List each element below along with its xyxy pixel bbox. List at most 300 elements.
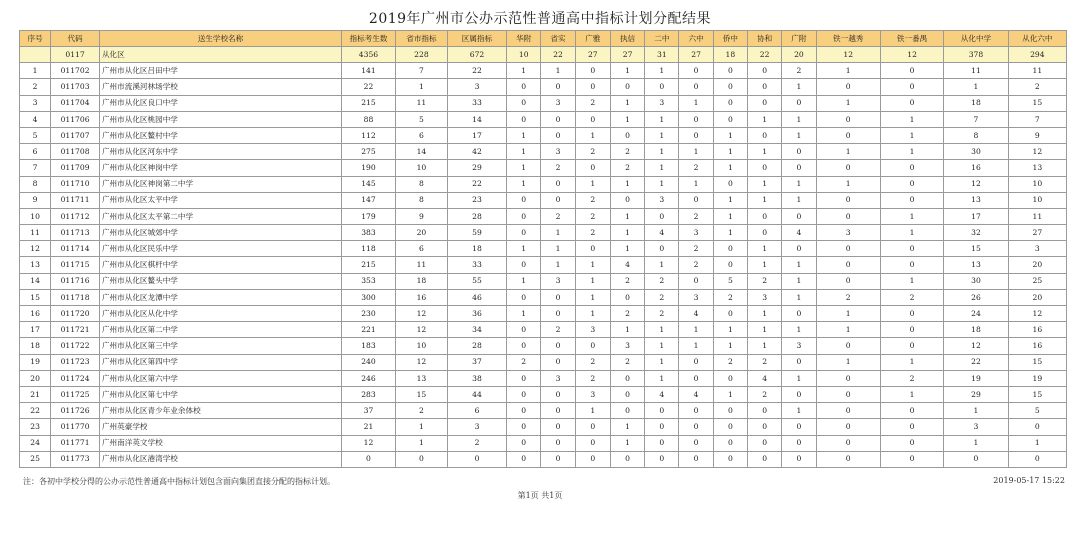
table-cell: 1 — [645, 111, 679, 127]
table-cell: 1 — [782, 289, 816, 305]
table-cell: 246 — [341, 370, 395, 386]
summary-cell: 22 — [748, 47, 782, 63]
table-cell: 0 — [713, 435, 747, 451]
table-cell: 13 — [20, 257, 51, 273]
table-cell: 8 — [395, 176, 447, 192]
table-cell: 1 — [944, 435, 1008, 451]
table-cell: 0 — [816, 435, 880, 451]
table-cell: 2 — [507, 354, 541, 370]
school-name-cell: 广州市从化区第三中学 — [99, 338, 341, 354]
table-cell: 3 — [541, 144, 575, 160]
table-cell: 2 — [782, 63, 816, 79]
table-cell: 18 — [395, 273, 447, 289]
summary-cell: 10 — [507, 47, 541, 63]
table-cell: 0 — [541, 192, 575, 208]
table-cell: 8 — [944, 127, 1008, 143]
table-cell: 0 — [541, 403, 575, 419]
table-cell: 0 — [782, 354, 816, 370]
table-cell: 1 — [748, 144, 782, 160]
table-cell: 4 — [610, 257, 644, 273]
school-name-cell: 广州市从化区鳌村中学 — [99, 127, 341, 143]
school-name-cell: 广州市从化区龙潭中学 — [99, 289, 341, 305]
page-title: 2019年广州市公办示范性普通高中指标计划分配结果 — [368, 11, 712, 27]
table-cell: 0 — [507, 289, 541, 305]
table-cell: 0 — [748, 160, 782, 176]
table-cell: 0 — [816, 370, 880, 386]
table-cell: 1 — [507, 144, 541, 160]
table-cell: 011724 — [51, 370, 100, 386]
column-header: 侨中 — [713, 31, 747, 47]
table-cell: 0 — [447, 451, 506, 467]
table-cell: 1 — [645, 127, 679, 143]
table-cell: 0 — [679, 127, 713, 143]
table-cell: 1 — [541, 63, 575, 79]
summary-cell: 378 — [944, 47, 1008, 63]
table-cell: 3 — [541, 273, 575, 289]
table-cell: 0 — [507, 111, 541, 127]
table-cell: 16 — [944, 160, 1008, 176]
table-cell: 1 — [816, 176, 880, 192]
table-cell: 230 — [341, 306, 395, 322]
table-cell: 10 — [395, 338, 447, 354]
table-row — [20, 192, 1067, 208]
table-cell: 0 — [713, 241, 747, 257]
table-cell: 0 — [816, 192, 880, 208]
table-cell: 011713 — [51, 225, 100, 241]
table-cell: 0 — [816, 208, 880, 224]
table-cell: 7 — [1008, 111, 1066, 127]
table-row — [20, 338, 1067, 354]
table-cell: 15 — [20, 289, 51, 305]
table-cell: 0 — [507, 192, 541, 208]
table-cell: 1 — [782, 403, 816, 419]
school-name-cell: 广州市从化区神岗中学 — [99, 160, 341, 176]
table-cell: 1 — [541, 241, 575, 257]
table-cell: 011706 — [51, 111, 100, 127]
table-cell: 0 — [575, 435, 610, 451]
table-cell: 10 — [20, 208, 51, 224]
table-cell: 2 — [541, 208, 575, 224]
table-cell: 1 — [713, 127, 747, 143]
table-cell: 0 — [748, 435, 782, 451]
table-cell: 6 — [20, 144, 51, 160]
table-cell: 183 — [341, 338, 395, 354]
school-name-cell: 广州市从化区第二中学 — [99, 322, 341, 338]
table-cell: 11 — [1008, 63, 1066, 79]
table-cell: 2 — [575, 192, 610, 208]
table-cell: 353 — [341, 273, 395, 289]
print-timestamp: 2019-05-17 15:22 — [993, 476, 1065, 485]
table-cell: 383 — [341, 225, 395, 241]
school-name-cell: 广州市从化区桃园中学 — [99, 111, 341, 127]
table-cell: 12 — [944, 176, 1008, 192]
table-cell: 7 — [20, 160, 51, 176]
table-cell: 0 — [575, 160, 610, 176]
table-cell: 011771 — [51, 435, 100, 451]
table-cell: 0 — [541, 289, 575, 305]
table-cell: 300 — [341, 289, 395, 305]
table-cell: 22 — [447, 176, 506, 192]
table-cell: 0 — [713, 451, 747, 467]
table-cell: 0 — [575, 63, 610, 79]
table-cell: 011722 — [51, 338, 100, 354]
table-cell: 20 — [1008, 257, 1066, 273]
table-cell: 011707 — [51, 127, 100, 143]
table-cell: 22 — [944, 354, 1008, 370]
table-cell: 1 — [610, 95, 644, 111]
table-cell: 17 — [944, 208, 1008, 224]
table-cell: 0 — [713, 306, 747, 322]
table-cell: 0 — [507, 225, 541, 241]
table-cell: 3 — [645, 95, 679, 111]
table-row — [20, 79, 1067, 95]
table-cell: 011716 — [51, 273, 100, 289]
table-cell: 2 — [610, 273, 644, 289]
table-cell: 1 — [816, 306, 880, 322]
table-cell: 8 — [20, 176, 51, 192]
table-cell: 22 — [20, 403, 51, 419]
table-cell: 0 — [610, 451, 644, 467]
table-cell: 1 — [679, 144, 713, 160]
table-cell: 011718 — [51, 289, 100, 305]
summary-cell: 294 — [1008, 47, 1066, 63]
table-cell: 2 — [575, 354, 610, 370]
table-cell: 15 — [1008, 95, 1066, 111]
school-name-cell: 广州市从化区神岗第二中学 — [99, 176, 341, 192]
table-cell: 1 — [782, 257, 816, 273]
table-cell: 0 — [679, 79, 713, 95]
summary-cell: 27 — [575, 47, 610, 63]
table-cell: 13 — [1008, 160, 1066, 176]
table-cell: 1 — [645, 176, 679, 192]
table-cell: 0 — [507, 403, 541, 419]
table-cell: 16 — [20, 306, 51, 322]
table-cell: 0 — [507, 338, 541, 354]
table-cell: 37 — [447, 354, 506, 370]
table-cell: 18 — [944, 322, 1008, 338]
table-cell: 1 — [713, 160, 747, 176]
school-name-cell: 广州市从化区民乐中学 — [99, 241, 341, 257]
table-cell: 44 — [447, 386, 506, 402]
table-cell: 0 — [880, 192, 943, 208]
column-header: 六中 — [679, 31, 713, 47]
table-cell: 5 — [713, 273, 747, 289]
table-row — [20, 403, 1067, 419]
table-cell: 55 — [447, 273, 506, 289]
table-cell: 18 — [447, 241, 506, 257]
column-header: 广附 — [782, 31, 816, 47]
table-cell: 0 — [748, 79, 782, 95]
table-cell: 12 — [1008, 144, 1066, 160]
table-cell: 1 — [645, 160, 679, 176]
table-cell: 1 — [541, 225, 575, 241]
summary-cell: 从化区 — [99, 47, 341, 63]
table-cell: 4 — [679, 386, 713, 402]
table-cell: 4 — [679, 306, 713, 322]
table-cell: 1 — [713, 386, 747, 402]
table-cell: 011715 — [51, 257, 100, 273]
table-row — [20, 225, 1067, 241]
table-cell: 0 — [944, 451, 1008, 467]
table-cell: 17 — [20, 322, 51, 338]
table-cell: 18 — [944, 95, 1008, 111]
table-cell: 0 — [782, 435, 816, 451]
column-header: 省市指标 — [395, 31, 447, 47]
table-cell: 1 — [395, 435, 447, 451]
table-cell: 0 — [782, 95, 816, 111]
column-header: 代码 — [51, 31, 100, 47]
table-cell: 0 — [782, 241, 816, 257]
table-cell: 0 — [507, 451, 541, 467]
school-name-cell: 广州南洋英文学校 — [99, 435, 341, 451]
table-cell: 1 — [610, 322, 644, 338]
table-cell: 27 — [1008, 225, 1066, 241]
table-cell: 7 — [395, 63, 447, 79]
table-cell: 46 — [447, 289, 506, 305]
table-cell: 011723 — [51, 354, 100, 370]
table-cell: 0 — [541, 111, 575, 127]
table-cell: 0 — [880, 435, 943, 451]
table-cell: 42 — [447, 144, 506, 160]
table-cell: 0 — [679, 192, 713, 208]
table-cell: 0 — [880, 419, 943, 435]
table-cell: 0 — [1008, 451, 1066, 467]
table-cell: 24 — [944, 306, 1008, 322]
summary-cell: 20 — [782, 47, 816, 63]
table-row — [20, 451, 1067, 467]
table-body — [20, 47, 1067, 468]
table-cell: 0 — [713, 79, 747, 95]
table-cell: 118 — [341, 241, 395, 257]
table-cell: 1 — [610, 225, 644, 241]
school-name-cell: 广州英豪学校 — [99, 419, 341, 435]
table-cell: 0 — [645, 451, 679, 467]
table-cell: 0 — [541, 419, 575, 435]
table-cell: 3 — [782, 338, 816, 354]
table-cell: 1 — [507, 306, 541, 322]
column-header: 二中 — [645, 31, 679, 47]
table-cell: 0 — [713, 370, 747, 386]
table-cell: 1 — [395, 419, 447, 435]
table-cell: 275 — [341, 144, 395, 160]
table-cell: 29 — [944, 386, 1008, 402]
table-cell: 1 — [507, 63, 541, 79]
table-cell: 0 — [507, 386, 541, 402]
table-cell: 1 — [782, 192, 816, 208]
table-cell: 0 — [610, 403, 644, 419]
table-cell: 6 — [395, 127, 447, 143]
table-cell: 0 — [816, 160, 880, 176]
table-cell: 2 — [575, 95, 610, 111]
table-cell: 1 — [645, 338, 679, 354]
table-cell: 32 — [944, 225, 1008, 241]
table-cell: 12 — [395, 306, 447, 322]
table-cell: 0 — [541, 386, 575, 402]
table-row — [20, 386, 1067, 402]
table-cell: 28 — [447, 338, 506, 354]
table-cell: 3 — [679, 225, 713, 241]
table-cell: 011711 — [51, 192, 100, 208]
table-cell: 0 — [816, 79, 880, 95]
table-cell: 0 — [575, 451, 610, 467]
table-cell: 1 — [880, 273, 943, 289]
table-cell: 0 — [816, 273, 880, 289]
table-cell: 145 — [341, 176, 395, 192]
table-cell: 2 — [575, 370, 610, 386]
table-cell: 2 — [575, 208, 610, 224]
summary-cell: 27 — [610, 47, 644, 63]
table-cell: 1 — [575, 289, 610, 305]
table-cell: 011773 — [51, 451, 100, 467]
table-cell: 3 — [1008, 241, 1066, 257]
table-cell: 0 — [679, 63, 713, 79]
table-cell: 1 — [679, 338, 713, 354]
table-cell: 0 — [679, 403, 713, 419]
table-cell: 1 — [679, 95, 713, 111]
footnote: 注：各初中学校分得的公办示范性普通高中指标计划包含面向集团直接分配的指标计划。 — [23, 477, 335, 486]
table-cell: 10 — [1008, 192, 1066, 208]
table-cell: 1 — [713, 225, 747, 241]
table-cell: 0 — [748, 127, 782, 143]
table-cell: 0 — [816, 403, 880, 419]
table-cell: 0 — [541, 79, 575, 95]
table-cell: 12 — [341, 435, 395, 451]
table-cell: 190 — [341, 160, 395, 176]
table-cell: 2 — [447, 435, 506, 451]
table-cell: 5 — [1008, 403, 1066, 419]
table-cell: 0 — [713, 63, 747, 79]
table-cell: 0 — [880, 403, 943, 419]
table-cell: 011720 — [51, 306, 100, 322]
school-name-cell: 广州市流溪河林场学校 — [99, 79, 341, 95]
table-cell: 4 — [748, 370, 782, 386]
table-cell: 0 — [880, 257, 943, 273]
allocation-table — [19, 30, 1067, 468]
table-cell: 2 — [816, 289, 880, 305]
table-cell: 240 — [341, 354, 395, 370]
table-row — [20, 322, 1067, 338]
school-name-cell: 广州市从化区港湾学校 — [99, 451, 341, 467]
table-cell: 0 — [816, 386, 880, 402]
table-cell: 1 — [507, 127, 541, 143]
table-cell: 0 — [880, 160, 943, 176]
table-cell: 1 — [782, 176, 816, 192]
table-cell: 0 — [507, 257, 541, 273]
table-cell: 10 — [395, 160, 447, 176]
table-cell: 3 — [748, 289, 782, 305]
table-cell: 0 — [575, 79, 610, 95]
table-row — [20, 144, 1067, 160]
table-cell: 147 — [341, 192, 395, 208]
table-cell: 4 — [645, 225, 679, 241]
school-name-cell: 广州市从化区棋杆中学 — [99, 257, 341, 273]
table-cell: 2 — [610, 354, 644, 370]
table-cell: 0 — [782, 386, 816, 402]
table-cell: 15 — [1008, 354, 1066, 370]
table-cell: 1 — [748, 338, 782, 354]
table-cell: 29 — [447, 160, 506, 176]
table-cell: 1 — [507, 273, 541, 289]
table-cell: 1 — [713, 322, 747, 338]
header-row — [20, 31, 1067, 47]
table-header — [20, 31, 1067, 47]
table-cell: 2 — [880, 370, 943, 386]
table-cell: 0 — [782, 419, 816, 435]
table-cell: 0 — [541, 176, 575, 192]
table-cell: 0 — [782, 144, 816, 160]
table-cell: 0 — [507, 79, 541, 95]
table-cell: 011770 — [51, 419, 100, 435]
table-cell: 1 — [610, 208, 644, 224]
table-cell: 0 — [610, 127, 644, 143]
table-cell: 0 — [880, 241, 943, 257]
table-cell: 37 — [341, 403, 395, 419]
table-cell: 1 — [507, 176, 541, 192]
table-cell: 0 — [679, 435, 713, 451]
column-header: 序号 — [20, 31, 51, 47]
table-cell: 1 — [816, 95, 880, 111]
table-cell: 179 — [341, 208, 395, 224]
table-cell: 3 — [575, 386, 610, 402]
table-cell: 1 — [748, 241, 782, 257]
table-cell: 13 — [944, 257, 1008, 273]
table-cell: 011703 — [51, 79, 100, 95]
table-cell: 011709 — [51, 160, 100, 176]
table-cell: 2 — [395, 403, 447, 419]
table-cell: 12 — [395, 354, 447, 370]
table-cell: 19 — [1008, 370, 1066, 386]
table-cell: 14 — [20, 273, 51, 289]
table-cell: 1 — [645, 322, 679, 338]
table-cell: 2 — [679, 160, 713, 176]
school-name-cell: 广州市从化区从化中学 — [99, 306, 341, 322]
table-cell: 34 — [447, 322, 506, 338]
table-cell: 0 — [782, 208, 816, 224]
table-cell: 11 — [1008, 208, 1066, 224]
table-cell: 16 — [1008, 338, 1066, 354]
table-row — [20, 354, 1067, 370]
table-cell: 0 — [748, 63, 782, 79]
table-cell: 3 — [575, 322, 610, 338]
school-name-cell: 广州市从化区鳌头中学 — [99, 273, 341, 289]
table-cell: 2 — [610, 160, 644, 176]
table-cell: 30 — [944, 273, 1008, 289]
school-name-cell: 广州市从化区吕田中学 — [99, 63, 341, 79]
table-cell: 0 — [782, 451, 816, 467]
table-cell: 2 — [679, 208, 713, 224]
column-header: 区属指标 — [447, 31, 506, 47]
summary-cell: 12 — [816, 47, 880, 63]
table-cell: 1 — [20, 63, 51, 79]
table-cell: 0 — [507, 322, 541, 338]
table-cell: 011725 — [51, 386, 100, 402]
column-header: 从化中学 — [944, 31, 1008, 47]
table-cell: 19 — [944, 370, 1008, 386]
column-header: 指标考生数 — [341, 31, 395, 47]
table-cell: 16 — [395, 289, 447, 305]
table-cell: 14 — [447, 111, 506, 127]
table-cell: 59 — [447, 225, 506, 241]
table-cell: 011726 — [51, 403, 100, 419]
table-cell: 25 — [20, 451, 51, 467]
summary-cell: 672 — [447, 47, 506, 63]
table-cell: 22 — [447, 63, 506, 79]
table-cell: 20 — [1008, 289, 1066, 305]
table-cell: 0 — [507, 370, 541, 386]
table-cell: 0 — [610, 79, 644, 95]
table-cell: 3 — [679, 289, 713, 305]
summary-cell: 4356 — [341, 47, 395, 63]
